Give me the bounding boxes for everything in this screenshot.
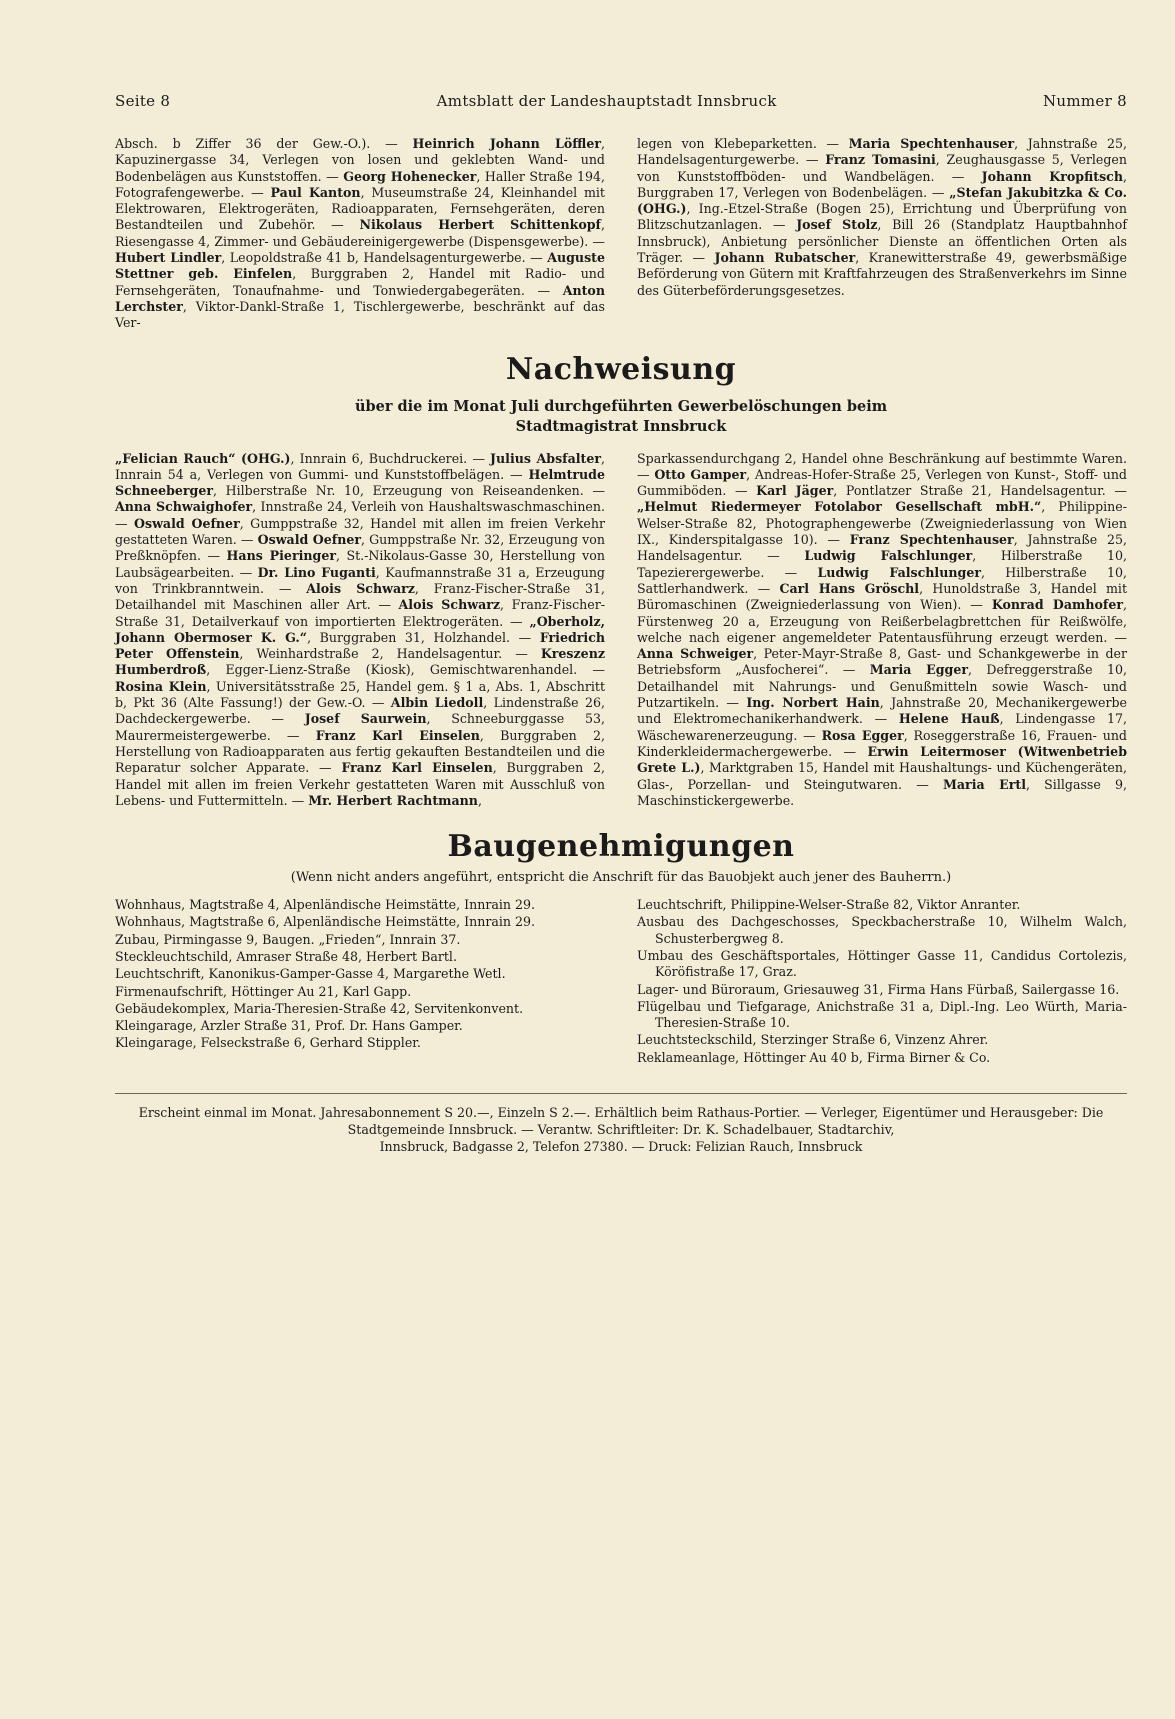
entry-name: Alois Schwarz <box>398 597 501 613</box>
nachweisung-subtitle-line-2: Stadtmagistrat Innsbruck <box>515 417 727 435</box>
entry-text: , Peter-Mayr-Straße 8, Gast- und Schankgewerbe in der Betriebsform „Ausfocherei“. — <box>637 646 1128 678</box>
entry-name: Georg Hohenecker <box>343 168 477 184</box>
nachweisung-body <box>115 451 1127 810</box>
permit-entry: Flügelbau und Tiefgarage, Anichstraße 31 a, Dipl.-Ing. Leo Würth, Maria-Theresien-Straße 10. <box>637 998 1127 1031</box>
entry-name: „Helmut Riedermeyer Fotolabor Gesellschaft mbH.“ <box>637 499 1042 515</box>
entry-text: , Kapuzinergasse 34, Verlegen von losen und geklebten Wand- und Bodenbelägen aus Kunststoffen. — <box>115 136 605 184</box>
entry-name: Paul Kanton <box>270 184 361 200</box>
entry-name: Maria Ertl <box>942 776 1027 792</box>
permit-entry: Gebäudekomplex, Maria-Theresien-Straße 42, Servitenkonvent. <box>115 1000 524 1016</box>
entry-name: Anton Lerchster <box>115 282 605 314</box>
nachweisung-subtitle-line-1: über die im Monat Juli durchgeführten Gewerbelöschungen beim <box>354 397 888 415</box>
entry-name: Nikolaus Herbert Schittenkopf <box>359 217 601 233</box>
permit-entry: Steckleuchtschild, Amraser Straße 48, Herbert Bartl. <box>115 948 457 964</box>
entry-text: , Viktor-Dankl-Straße 1, Tischlergewerbe, beschränkt auf das Ver- <box>115 298 605 331</box>
entry-text: , Weinhardstraße 2, Handelsagentur. — <box>239 646 541 662</box>
entry-name: Hubert Lindler <box>115 250 222 266</box>
baugenehmigungen-right-column <box>637 897 1127 1067</box>
permit-entry: Umbau des Geschäftsportales, Höttinger Gasse 11, Candidus Cortolezis, Köröfistraße 17, Graz. <box>637 947 1127 980</box>
entry-text: , Andreas-Hofer-Straße 25, Verlegen von Kunst-, Stoff- und Gummiböden. — <box>637 466 1127 499</box>
entry-text: , Burggraben 2, Herstellung von Radioapparaten aus fertig gekauften Bestandteilen und die Reparatur solcher Apparate. — <box>115 727 605 776</box>
baugenehmigungen-body <box>115 897 1127 1067</box>
entry-text: , Egger-Lienz-Straße (Kiosk), Gemischtwarenhandel. — <box>206 662 605 678</box>
entry-name: Ludwig Falschlunger <box>817 564 981 580</box>
entry-name: „Stefan Jakubitzka & Co. (OHG.) <box>637 184 1127 217</box>
publication-title: Amtsblatt der Landeshauptstadt Innsbruck <box>436 92 777 110</box>
entry-text: , Jahnstraße 25, Handelsagenturgewerbe. — <box>637 136 1128 168</box>
permit-entry: Wohnhaus, Magtstraße 6, Alpenländische Heimstätte, Innrain 29. <box>115 914 536 930</box>
nachweisung-left-column <box>115 451 605 810</box>
entry-name: Konrad Damhofer <box>991 597 1123 613</box>
entry-text: , Kranewitterstraße 49, gewerbsmäßige Beförderung von Gütern mit Kraftfahrzeugen des Straßenverkehrs im Sinne des Güterbeförderungsgesetzes. <box>637 250 1127 298</box>
entry-name: Franz Karl Einselen <box>341 760 493 776</box>
permit-entry: Leuchtschrift, Kanonikus-Gamper-Gasse 4, Margarethe Wetl. <box>115 966 506 982</box>
entry-text: , Schneeburggasse 53, Maurermeistergewerbe. — <box>115 711 605 743</box>
entry-text: , Marktgraben 15, Handel mit Haushaltungs- und Küchengeräten, Glas-, Porzellan- und Steingutwaren. — <box>637 760 1127 792</box>
entry-text: , Gumppstraße 32, Handel mit allen im freien Verkehr gestatteten Waren. — <box>115 515 605 548</box>
entry-text: , Lindenstraße 26, Dachdeckergewerbe. — <box>115 695 605 727</box>
issue-number: Nummer 8 <box>1043 92 1127 110</box>
permit-entry: Zubau, Pirmingasse 9, Baugen. „Frieden“, Innrain 37. <box>115 931 461 947</box>
imprint-line-2: Innsbruck, Badgasse 2, Telefon 27380. — Druck: Felizian Rauch, Innsbruck <box>379 1139 863 1155</box>
page-header <box>115 92 1127 110</box>
entry-name: Rosina Klein <box>115 678 207 694</box>
entry-name: Otto Gamper <box>654 466 747 482</box>
entry-text: , Kaufmannstraße 31 a, Erzeugung von Trinkbranntwein. — <box>115 564 605 596</box>
permit-entry: Wohnhaus, Magtstraße 4, Alpenländische Heimstätte, Innrain 29. <box>115 897 536 913</box>
permit-entry: Kleingarage, Arzler Straße 31, Prof. Dr. Hans Gamper. <box>115 1018 463 1034</box>
entry-text: legen von Klebeparketten. — <box>637 136 849 151</box>
entry-text: , Gumppstraße Nr. 32, Erzeugung von Preßknöpfen. — <box>115 532 605 564</box>
permit-entry: Leuchtsteckschild, Sterzinger Straße 6, Vinzenz Ahrer. <box>637 1032 989 1048</box>
entry-text: , Pontlatzer Straße 21, Handelsagentur. — <box>833 483 1127 499</box>
entry-text: , Burggraben 2, Handel mit Radio- und Fernsehgeräten, Tonaufnahme- und Tonwiedergabegeräten. — <box>115 266 605 298</box>
entry-name: Johann Rubatscher <box>714 250 856 266</box>
entry-name: Ing. Norbert Hain <box>746 695 880 711</box>
entry-name: Franz Karl Einselen <box>315 727 480 743</box>
entry-text: , <box>477 792 482 808</box>
permit-entry: Kleingarage, Felseckstraße 6, Gerhard Stippler. <box>115 1035 421 1051</box>
entry-name: Dr. Lino Fuganti <box>257 564 376 580</box>
permit-entry: Reklameanlage, Höttinger Au 40 b, Firma Birner & Co. <box>637 1049 991 1065</box>
entry-text: , Burggraben 31, Holzhandel. — <box>307 629 540 645</box>
entry-name: Josef Stolz <box>796 217 878 233</box>
baugenehmigungen-left-column <box>115 897 605 1067</box>
nachweisung-title: Nachweisung <box>505 351 737 387</box>
entry-text: , Hilberstraße 10, Sattlerhandwerk. — <box>637 564 1128 596</box>
entry-name: Rosa Egger <box>821 727 904 743</box>
entry-text: Sparkassendurchgang 2, Handel ohne Beschränkung auf bestimmte Waren. — <box>637 450 1127 482</box>
entry-name: Julius Absfalter <box>490 450 601 466</box>
entry-name: Oswald Oefner <box>257 532 361 548</box>
entry-text: , Zeughausgasse 5, Verlegen von Kunststoffböden- und Wandbelägen. — <box>637 152 1127 184</box>
entry-name: „Felician Rauch“ (OHG.) <box>115 450 291 466</box>
entry-text: , Roseggerstraße 16, Frauen- und Kinderkleidermachergewerbe. — <box>637 727 1127 759</box>
entry-name: „Oberholz, Johann Obermoser K. G.“ <box>115 613 605 645</box>
entry-text: , Innrain 6, Buchdruckerei. — <box>290 450 491 466</box>
entry-text: Absch. b Ziffer 36 der Gew.-O.). — <box>115 136 413 151</box>
entry-name: Helene Hauß <box>898 711 1000 727</box>
top-left-column <box>115 136 605 332</box>
entry-text: , Universitätsstraße 25, Handel gem. § 1 a, Abs. 1, Abschritt b, Pkt 36 (Alte Fassung!) der Gew.-O. — <box>115 678 605 711</box>
top-continuation <box>115 136 1127 332</box>
entry-text: , Philippine-Welser-Straße 82, Photographengewerbe (Zweigniederlassung von Wien IX., Kinderspitalgasse 10). — <box>637 499 1127 548</box>
imprint-line-1: Erscheint einmal im Monat. Jahresabonnement S 20.—, Einzeln S 2.—. Erhältlich beim Rathaus-Portier. — Verleger, Eigentümer und Herausgeber: Die Stadtgemeinde Innsbruck. — Verantw. Schriftleiter: Dr. K. Schadelbauer, Stadtarchiv, <box>138 1105 1104 1138</box>
entry-name: Auguste Stettner geb. Einfelen <box>115 250 605 282</box>
footer-divider <box>115 1093 1127 1094</box>
entry-text: , Museumstraße 24, Kleinhandel mit Elektrowaren, Elektrogeräten, Radioapparaten, Fernsehgeräten, deren Bestandteilen und Zubehör. — <box>115 184 605 233</box>
entry-name: Friedrich Peter Offenstein <box>115 629 606 662</box>
entry-text: , Fürstenweg 20 a, Erzeugung von Reißerbelagbrettchen für Reißwölfe, welche nach eigener angemeldeter Patentausführung erzeugt werden. — <box>637 597 1127 645</box>
entry-name: Franz Spechtenhauser <box>849 532 1014 548</box>
permit-entry: Leuchtschrift, Philippine-Welser-Straße 82, Viktor Anranter. <box>637 897 1021 913</box>
entry-name: Helmtrude Schneeberger <box>115 466 605 499</box>
entry-text: , Hilberstraße 10, Tapezierergewerbe. — <box>637 548 1128 580</box>
entry-text: , Defreggerstraße 10, Detailhandel mit Nahrungs- und Genußmitteln sowie Wasch- und Putzartikeln. — <box>637 662 1127 711</box>
entry-text: , Innstraße 24, Verleih von Haushaltswaschmaschinen. — <box>115 499 606 531</box>
entry-name: Albin Liedoll <box>390 695 484 711</box>
entry-name: Karl Jäger <box>756 483 834 499</box>
entry-text: , Burggraben 2, Handel mit allen im freien Verkehr gestatteten Waren mit Ausschluß von Lebens- und Futtermitteln. — <box>115 760 605 808</box>
entry-name: Mr. Herbert Rachtmann <box>308 792 478 808</box>
entry-text: , Jahnstraße 25, Handelsagentur. — <box>637 532 1127 564</box>
permit-entry: Ausbau des Dachgeschosses, Speckbacherstraße 10, Wilhelm Walch, Schusterbergweg 8. <box>637 914 1127 946</box>
entry-text: , Innrain 54 a, Verlegen von Gummi- und Kunststoffbelägen. — <box>115 450 606 482</box>
entry-text: , Bill 26 (Standplatz Hauptbahnhof Innsbruck), Anbietung persönlicher Dienste an öffentlichen Orten als Träger. — <box>637 217 1128 266</box>
entry-name: Johann Kropfitsch <box>981 168 1123 184</box>
entry-text: , Riesengasse 4, Zimmer- und Gebäudereinigergewerbe (Dispensgewerbe). — <box>115 217 605 249</box>
nachweisung-subtitle <box>115 397 1127 437</box>
entry-text: , Jahnstraße 20, Mechanikergewerbe und Elektromechanikerhandwerk. — <box>637 695 1127 727</box>
permit-entry: Lager- und Büroraum, Griesauweg 31, Firma Hans Fürbaß, Sailergasse 16. <box>637 981 1120 997</box>
entry-name: Josef Saurwein <box>304 711 427 727</box>
entry-text: , Hunoldstraße 3, Handel mit Büromaschinen (Zweigniederlassung von Wien). — <box>637 580 1127 613</box>
entry-name: Kreszenz Humberdroß <box>115 646 605 678</box>
entry-text: , Franz-Fischer-Straße 31, Detailhandel mit Maschinen aller Art. — <box>115 580 605 613</box>
entry-name: Ludwig Falschlunger <box>804 548 973 564</box>
entry-text: , Lindengasse 17, Wäschewarenerzeugung. — <box>637 711 1127 743</box>
entry-text: , Leopoldstraße 41 b, Handelsagenturgewerbe. — <box>221 250 548 266</box>
entry-text: , Ing.-Etzel-Straße (Bogen 25), Errichtung und Überprüfung von Blitzschutzanlagen. — <box>637 201 1127 233</box>
entry-name: Heinrich Johann Löffler <box>412 136 601 151</box>
imprint-footer <box>115 1104 1127 1155</box>
top-right-column <box>637 136 1127 332</box>
nachweisung-right-column <box>637 451 1127 810</box>
entry-name: Maria Spechtenhauser <box>848 136 1015 151</box>
entry-name: Carl Hans Gröschl <box>779 580 920 596</box>
entry-name: Oswald Oefner <box>134 515 240 531</box>
baugenehmigungen-note: (Wenn nicht anders angeführt, entspricht die Anschrift für das Bauobjekt auch jener des Bauherrn.) <box>290 870 952 886</box>
entry-text: , Franz-Fischer-Straße 31, Detailverkauf von importierten Elektrogeräten. — <box>115 597 605 629</box>
entry-name: Alois Schwarz <box>306 580 415 596</box>
entry-name: Anna Schweiger <box>637 646 754 662</box>
entry-text: , Sillgasse 9, Maschinstickergewerbe. <box>637 776 1128 808</box>
baugenehmigungen-title: Baugenehmigungen <box>447 829 795 865</box>
entry-text: , Haller Straße 194, Fotografengewerbe. — <box>115 168 606 200</box>
entry-text: , Hilberstraße Nr. 10, Erzeugung von Reiseandenken. — <box>213 483 605 499</box>
entry-name: Hans Pieringer <box>226 548 336 564</box>
entry-name: Anna Schwaighofer <box>115 499 253 515</box>
entry-text: , Burggraben 17, Verlegen von Bodenbelägen. — <box>637 168 1127 200</box>
entry-name: Erwin Leitermoser (Witwenbetrieb Grete L.) <box>637 743 1127 776</box>
permit-entry: Firmenaufschrift, Höttinger Au 21, Karl Gapp. <box>115 983 412 999</box>
entry-text: , St.-Nikolaus-Gasse 30, Herstellung von Laubsägearbeiten. — <box>115 548 605 580</box>
entry-name: Maria Egger <box>869 662 968 678</box>
page-number: Seite 8 <box>115 92 171 110</box>
entry-name: Franz Tomasini <box>825 152 936 168</box>
